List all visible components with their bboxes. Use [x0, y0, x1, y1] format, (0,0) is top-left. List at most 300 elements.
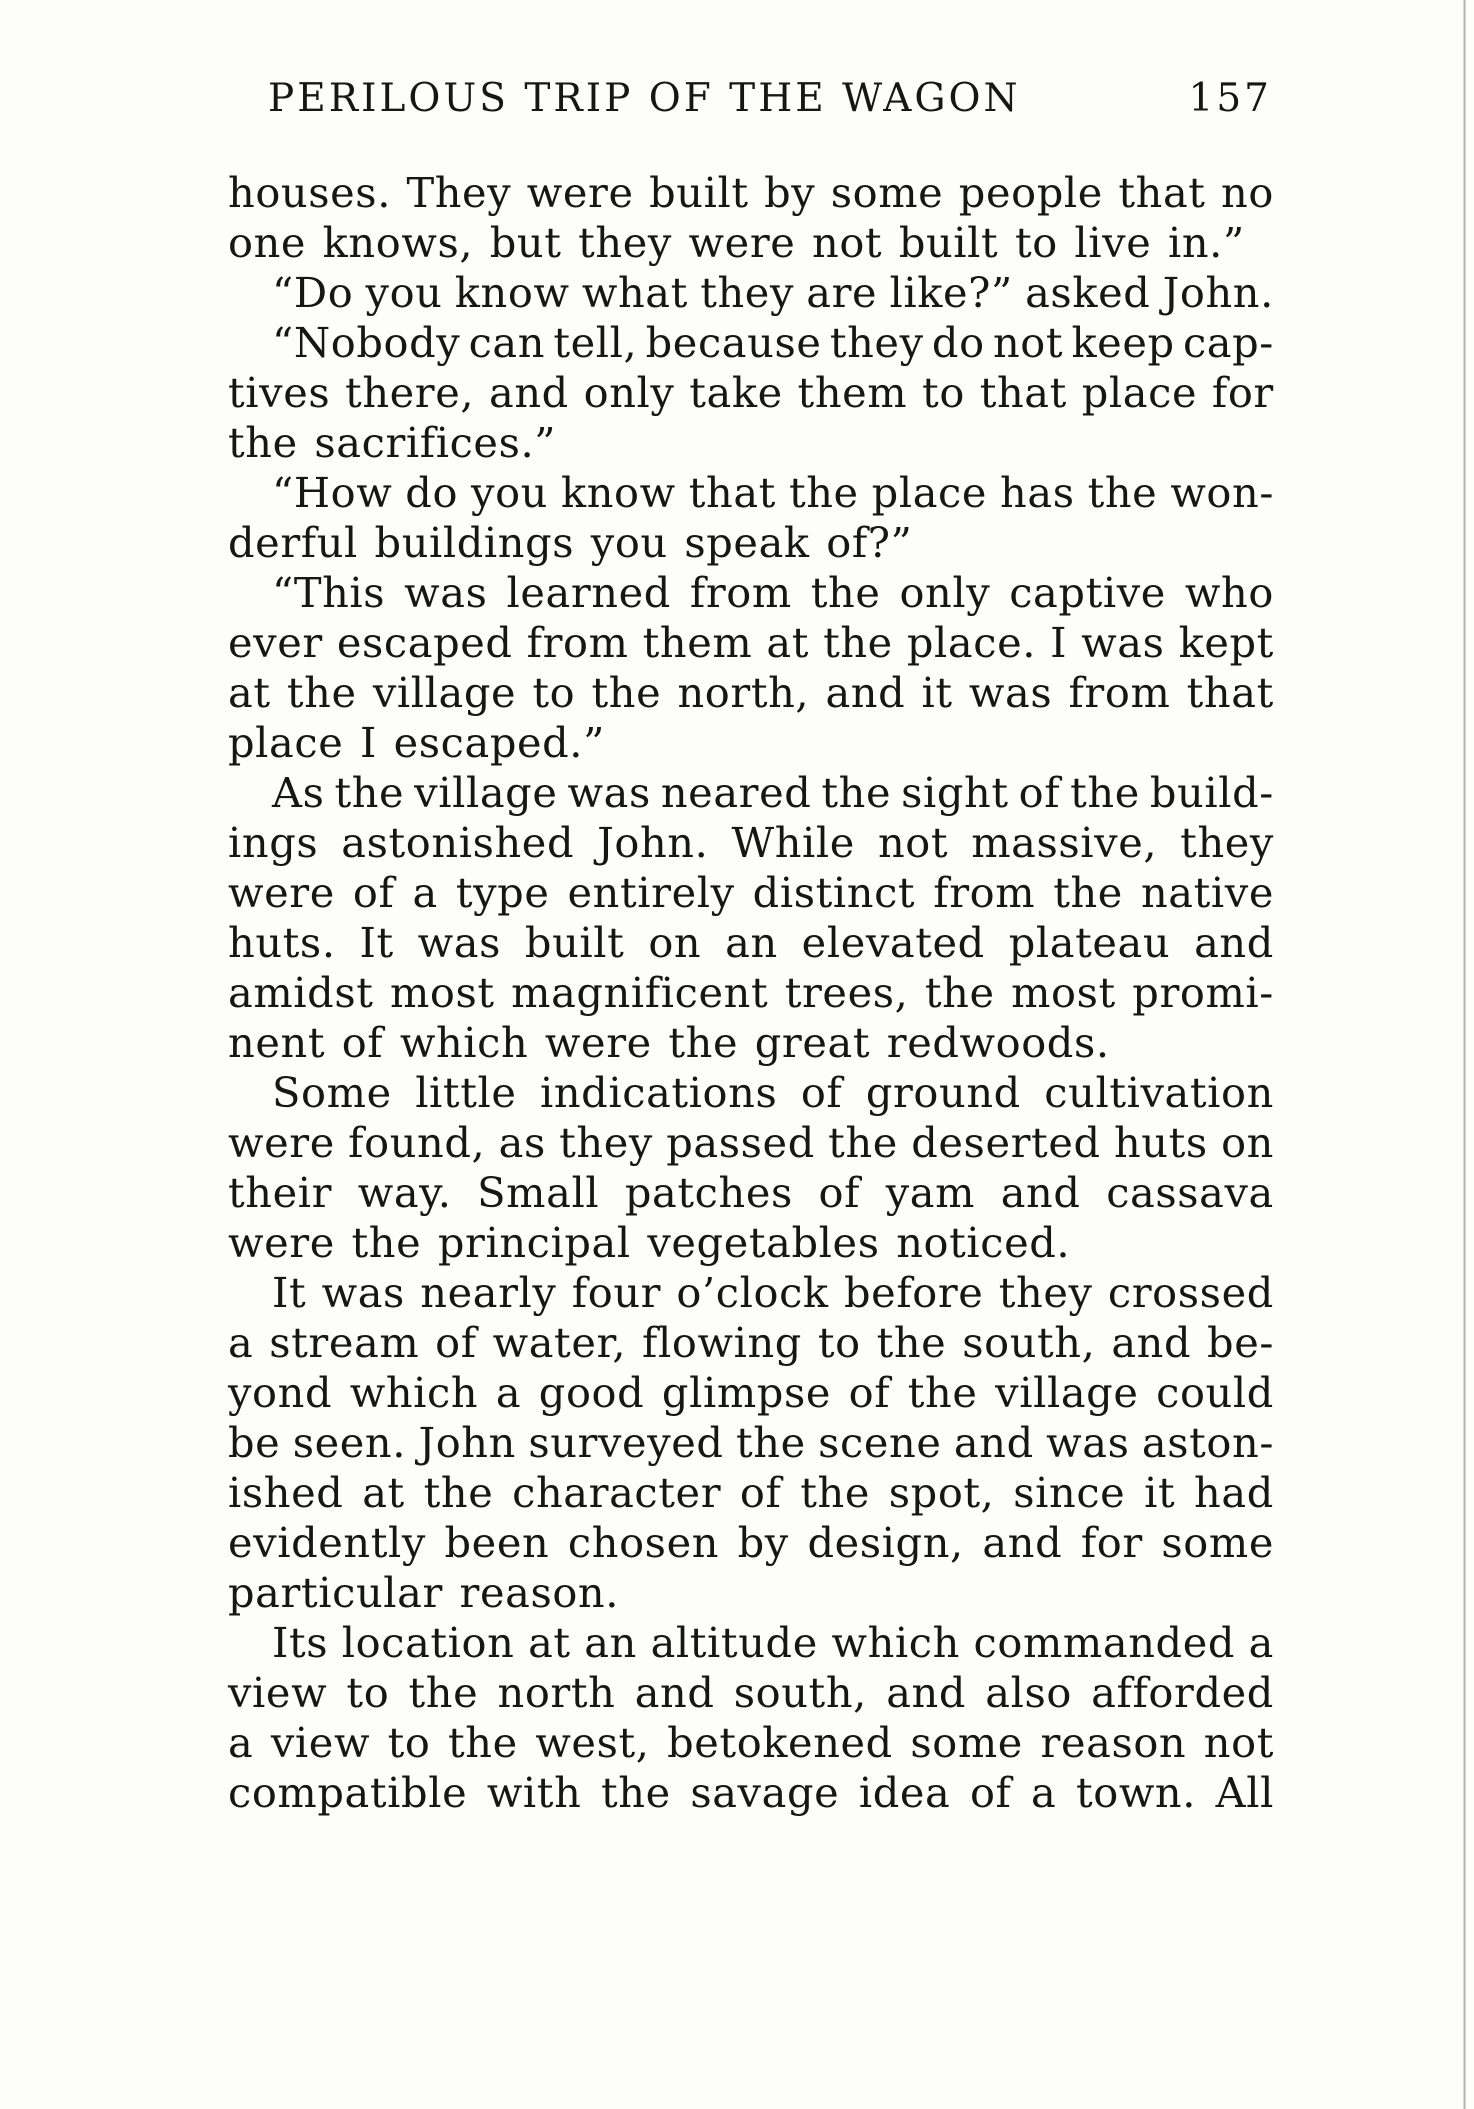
word: at [362, 1468, 405, 1517]
word: They [406, 168, 512, 217]
word: of [1018, 768, 1061, 817]
word: to [532, 668, 576, 717]
word: and [982, 1518, 1063, 1567]
word: know [454, 268, 570, 317]
word: one [228, 218, 307, 267]
word: water, [492, 1318, 627, 1367]
word: that [688, 468, 776, 517]
word: do [405, 468, 459, 517]
word: the [591, 668, 662, 717]
word: the [800, 1468, 870, 1517]
word: were [228, 1218, 335, 1267]
word: south, [962, 1318, 1096, 1367]
word: All [1215, 1768, 1274, 1817]
word: escaped.” [393, 718, 605, 767]
word: some [910, 1718, 1023, 1767]
word: they [578, 218, 672, 267]
word: place [1081, 368, 1198, 417]
word: to [817, 1318, 861, 1367]
running-title: PERILOUS TRIP OF THE WAGON [268, 76, 1021, 121]
word: they [559, 1118, 653, 1167]
word: the [286, 668, 357, 717]
word: at [766, 618, 810, 667]
word: are [806, 268, 878, 317]
word: distinct [752, 868, 916, 917]
text-line [228, 468, 1274, 518]
text-line [228, 1618, 1274, 1668]
word: promi- [1132, 968, 1274, 1017]
word: of [352, 868, 395, 917]
word: savage [690, 1768, 840, 1817]
word: redwoods. [886, 1018, 1110, 1067]
word: little [415, 1068, 517, 1117]
text-line [228, 368, 1274, 418]
word: and [1111, 1318, 1192, 1367]
text-line [228, 1368, 1274, 1418]
word: west, [535, 1718, 650, 1767]
word: As [272, 768, 325, 817]
word: indications [539, 1068, 778, 1117]
word: learned [506, 568, 671, 617]
word: has [1000, 468, 1075, 517]
word: were [228, 1118, 335, 1167]
text-line [228, 318, 1274, 368]
word: was [1081, 618, 1165, 667]
word: the [907, 1368, 978, 1417]
word: you [590, 518, 668, 567]
word: altitude [650, 1618, 818, 1667]
word: tell, [553, 318, 638, 367]
word: like?” [889, 268, 1013, 317]
word: scene [818, 1418, 942, 1467]
word: could [1156, 1368, 1274, 1417]
word: sight [901, 768, 1009, 817]
word: deserted [911, 1118, 1101, 1167]
word: was [404, 568, 488, 617]
text-line [228, 868, 1274, 918]
word: by [737, 1518, 789, 1567]
word: of [341, 1018, 384, 1067]
word: been [444, 1518, 550, 1567]
word: for [1211, 368, 1274, 417]
text-line [228, 1268, 1274, 1318]
word: were [688, 218, 796, 267]
word: character [512, 1468, 722, 1517]
word: only [583, 368, 675, 417]
word: a [228, 1318, 254, 1367]
word: a [228, 1718, 254, 1767]
word: built [524, 918, 625, 967]
word: noticed. [896, 1218, 1071, 1267]
word: the [668, 1018, 739, 1067]
word: afforded [1091, 1668, 1274, 1717]
word: cultivation [1044, 1068, 1274, 1117]
word: and [1000, 1168, 1081, 1217]
word: by [764, 168, 816, 217]
word: massive, [971, 818, 1158, 867]
word: ground [865, 1068, 1021, 1117]
word: the [228, 418, 298, 467]
text-line [228, 1018, 1274, 1068]
word: from [689, 568, 792, 617]
word: the [600, 1768, 671, 1817]
word: the [423, 1468, 494, 1517]
word: no [1221, 168, 1274, 217]
word: type [455, 868, 550, 917]
word: you [365, 268, 443, 317]
word: on [648, 918, 702, 967]
word: neared [660, 768, 812, 817]
word: south, [733, 1668, 867, 1717]
word: since [1013, 1468, 1126, 1517]
word: town. [1075, 1768, 1197, 1817]
word: that [1186, 668, 1274, 717]
word: the [821, 768, 892, 817]
word: buildings [374, 518, 575, 567]
text-line [228, 1068, 1274, 1118]
word: I [359, 718, 377, 767]
word: an [584, 1618, 637, 1667]
word: people [958, 168, 1103, 217]
word: some [1161, 1518, 1274, 1567]
word: place [228, 718, 344, 767]
word: them [797, 368, 908, 417]
word: built [898, 218, 999, 267]
word: commanded [973, 1618, 1236, 1667]
text-line [228, 968, 1274, 1018]
word: houses. [228, 168, 391, 217]
word: a [412, 868, 438, 917]
word: of [969, 1768, 1012, 1817]
word: It [359, 918, 394, 967]
word: and [634, 1668, 715, 1717]
word: was [1046, 1418, 1130, 1467]
word: particular [228, 1568, 443, 1617]
word: live [1074, 218, 1152, 267]
word: the [1053, 868, 1123, 917]
word: glimpse [661, 1368, 832, 1417]
word: four [571, 1268, 662, 1317]
word: take [689, 368, 783, 417]
word: not [992, 318, 1064, 367]
word: John. [597, 818, 709, 867]
word: the [810, 568, 881, 617]
word: from [1068, 668, 1171, 717]
text-line [228, 918, 1274, 968]
text-line [228, 1418, 1274, 1468]
word: but [489, 218, 562, 267]
word: way. [357, 1168, 452, 1217]
word: Small [477, 1168, 600, 1217]
word: was [567, 768, 651, 817]
text-line [228, 618, 1274, 668]
word: north, [677, 668, 810, 717]
word: speak [684, 518, 810, 567]
word: of [800, 1068, 843, 1117]
word: flowing [642, 1318, 802, 1367]
word: spot, [888, 1468, 995, 1517]
word: the [334, 768, 405, 817]
word: which [349, 1368, 479, 1417]
word: the [408, 1668, 479, 1717]
word: design, [807, 1518, 964, 1567]
word: reason. [459, 1568, 620, 1617]
word: knows, [322, 218, 474, 267]
word: plateau [1008, 918, 1171, 967]
word: the [924, 968, 995, 1017]
word: they [700, 268, 794, 317]
word: they [1180, 818, 1274, 867]
word: before [844, 1268, 984, 1317]
word: which [399, 1018, 529, 1067]
page-number: 157 [1188, 76, 1272, 121]
word: as [498, 1118, 546, 1167]
word: native [1140, 868, 1274, 917]
word: place [871, 468, 988, 517]
text-line [228, 568, 1274, 618]
running-head [268, 76, 1272, 136]
word: view [228, 1668, 328, 1717]
text-line [228, 1768, 1274, 1818]
word: the [876, 1318, 947, 1367]
word: from [526, 618, 629, 667]
word: keep [1071, 318, 1175, 367]
word: to [346, 1668, 390, 1717]
word: chosen [567, 1518, 720, 1567]
word: passed [666, 1118, 815, 1167]
word: yond [228, 1368, 333, 1417]
text-line [228, 1668, 1274, 1718]
word: reason [1040, 1718, 1187, 1767]
word: huts [1113, 1118, 1208, 1167]
word: most [1011, 968, 1116, 1017]
word: great [754, 1018, 871, 1067]
word: was [321, 1268, 405, 1317]
text-line [228, 718, 1274, 768]
word: they [998, 1268, 1093, 1317]
text-line [228, 1468, 1274, 1518]
word: good [538, 1368, 645, 1417]
word: magnificent [511, 968, 769, 1017]
word: were [544, 1018, 652, 1067]
text-line [228, 218, 1274, 268]
word: most [389, 968, 495, 1017]
word: aston- [1141, 1418, 1274, 1467]
text-line [228, 1168, 1274, 1218]
word: of [739, 1468, 782, 1517]
word: who [1184, 568, 1274, 617]
word: because [645, 318, 822, 367]
word: to [1014, 218, 1058, 267]
word: not [1203, 1718, 1274, 1767]
text-line [228, 818, 1274, 868]
word: an [725, 918, 778, 967]
word: only [899, 568, 991, 617]
word: built [649, 168, 749, 217]
word: for [1080, 1518, 1143, 1567]
word: a [1031, 1768, 1057, 1817]
word: trees, [784, 968, 909, 1017]
word: that [979, 368, 1067, 417]
word: stream [269, 1318, 420, 1367]
word: ever [228, 618, 323, 667]
text-line [228, 1718, 1274, 1768]
text-line [228, 768, 1274, 818]
word: found, [348, 1118, 486, 1167]
text-line [228, 268, 1274, 318]
word: principal [437, 1218, 631, 1267]
text-line [228, 1218, 1274, 1268]
word: nent [228, 1018, 326, 1067]
word: be [228, 1418, 281, 1467]
text-line [228, 1318, 1274, 1368]
word: them [642, 618, 753, 667]
word: know [560, 468, 676, 517]
word: from [933, 868, 1036, 917]
word: some [830, 168, 944, 217]
word: of [848, 1368, 891, 1417]
page-edge [1463, 0, 1466, 2109]
word: the [351, 1218, 422, 1267]
word: of?” [826, 518, 913, 567]
word: their [228, 1168, 333, 1217]
word: which [831, 1618, 960, 1667]
word: sacrifices.” [314, 418, 557, 467]
word: it [921, 668, 953, 717]
word: not [812, 218, 883, 267]
word: the [828, 1118, 898, 1167]
text-line [228, 418, 1274, 468]
word: I [1050, 618, 1068, 667]
word: evidently [228, 1518, 426, 1567]
word: idea [858, 1768, 951, 1817]
word: “Do [272, 268, 354, 317]
word: “Nobody [272, 318, 461, 367]
word: to [387, 1718, 431, 1767]
word: north [497, 1668, 616, 1717]
word: compatible [228, 1768, 468, 1817]
word: at [228, 668, 271, 717]
word: build- [1149, 768, 1274, 817]
word: ings [228, 818, 319, 867]
word: betokened [667, 1718, 893, 1767]
word: was [968, 668, 1053, 717]
word: the [1087, 468, 1158, 517]
word: also [985, 1668, 1072, 1717]
text-line [228, 518, 1274, 568]
word: Some [272, 1068, 392, 1117]
word: and [886, 1668, 967, 1717]
word: with [486, 1768, 582, 1817]
word: amidst [228, 968, 374, 1017]
word: village [414, 768, 558, 817]
text-line [228, 168, 1274, 218]
word: derful [228, 518, 358, 567]
word: huts. [228, 918, 336, 967]
word: to [922, 368, 965, 417]
text-line [228, 1518, 1274, 1568]
word: John [418, 1418, 516, 1467]
word: and [953, 1418, 1034, 1467]
word: do [931, 318, 985, 367]
word: elevated [801, 918, 985, 967]
word: and [825, 668, 906, 717]
word: had [1194, 1468, 1274, 1517]
word: in.” [1167, 218, 1245, 267]
word: While [731, 818, 855, 867]
word: of [818, 1168, 861, 1217]
word: what [581, 268, 688, 317]
word: the [735, 1418, 806, 1467]
word: on [1221, 1118, 1274, 1167]
word: “How [272, 468, 393, 517]
word: cap- [1182, 318, 1274, 367]
word: asked [1025, 268, 1151, 317]
word: Its [272, 1618, 329, 1667]
word: the [1070, 768, 1140, 817]
word: place. [906, 618, 1037, 667]
word: John. [1162, 268, 1274, 317]
word: and [488, 368, 569, 417]
word: village [372, 668, 517, 717]
word: kept [1178, 618, 1274, 667]
word: they [829, 318, 924, 367]
body-text [228, 168, 1274, 1818]
word: can [468, 318, 546, 367]
word: a [1248, 1618, 1274, 1667]
word: crossed [1107, 1268, 1274, 1317]
word: the [448, 1718, 518, 1767]
word: was [417, 918, 502, 967]
word: seen. [292, 1418, 407, 1467]
word: and [1194, 918, 1274, 967]
word: surveyed [528, 1418, 724, 1467]
word: ished [228, 1468, 344, 1517]
word: o’clock [676, 1268, 829, 1317]
word: patches [624, 1168, 793, 1217]
word: cassava [1106, 1168, 1274, 1217]
word: entirely [567, 868, 735, 917]
word: “This [272, 568, 386, 617]
word: escaped [336, 618, 513, 667]
word: village [995, 1368, 1139, 1417]
word: astonished [341, 818, 575, 867]
word: view [270, 1718, 371, 1767]
word: that [1118, 168, 1206, 217]
word: vegetables [647, 1218, 880, 1267]
word: nearly [420, 1268, 557, 1317]
word: at [528, 1618, 571, 1667]
word: of [435, 1318, 477, 1367]
text-line [228, 1118, 1274, 1168]
word: there, [345, 368, 475, 417]
word: It [272, 1268, 307, 1317]
text-line [228, 668, 1274, 718]
word: the [823, 618, 893, 667]
word: the [788, 468, 859, 517]
word: be- [1207, 1318, 1274, 1367]
word: captive [1009, 568, 1166, 617]
word: were [526, 168, 634, 217]
word: a [495, 1368, 522, 1417]
word: tives [228, 368, 331, 417]
word: won- [1170, 468, 1274, 517]
text-line [228, 1568, 1274, 1618]
word: it [1144, 1468, 1176, 1517]
word: were [228, 868, 335, 917]
word: you [471, 468, 548, 517]
word: location [341, 1618, 515, 1667]
